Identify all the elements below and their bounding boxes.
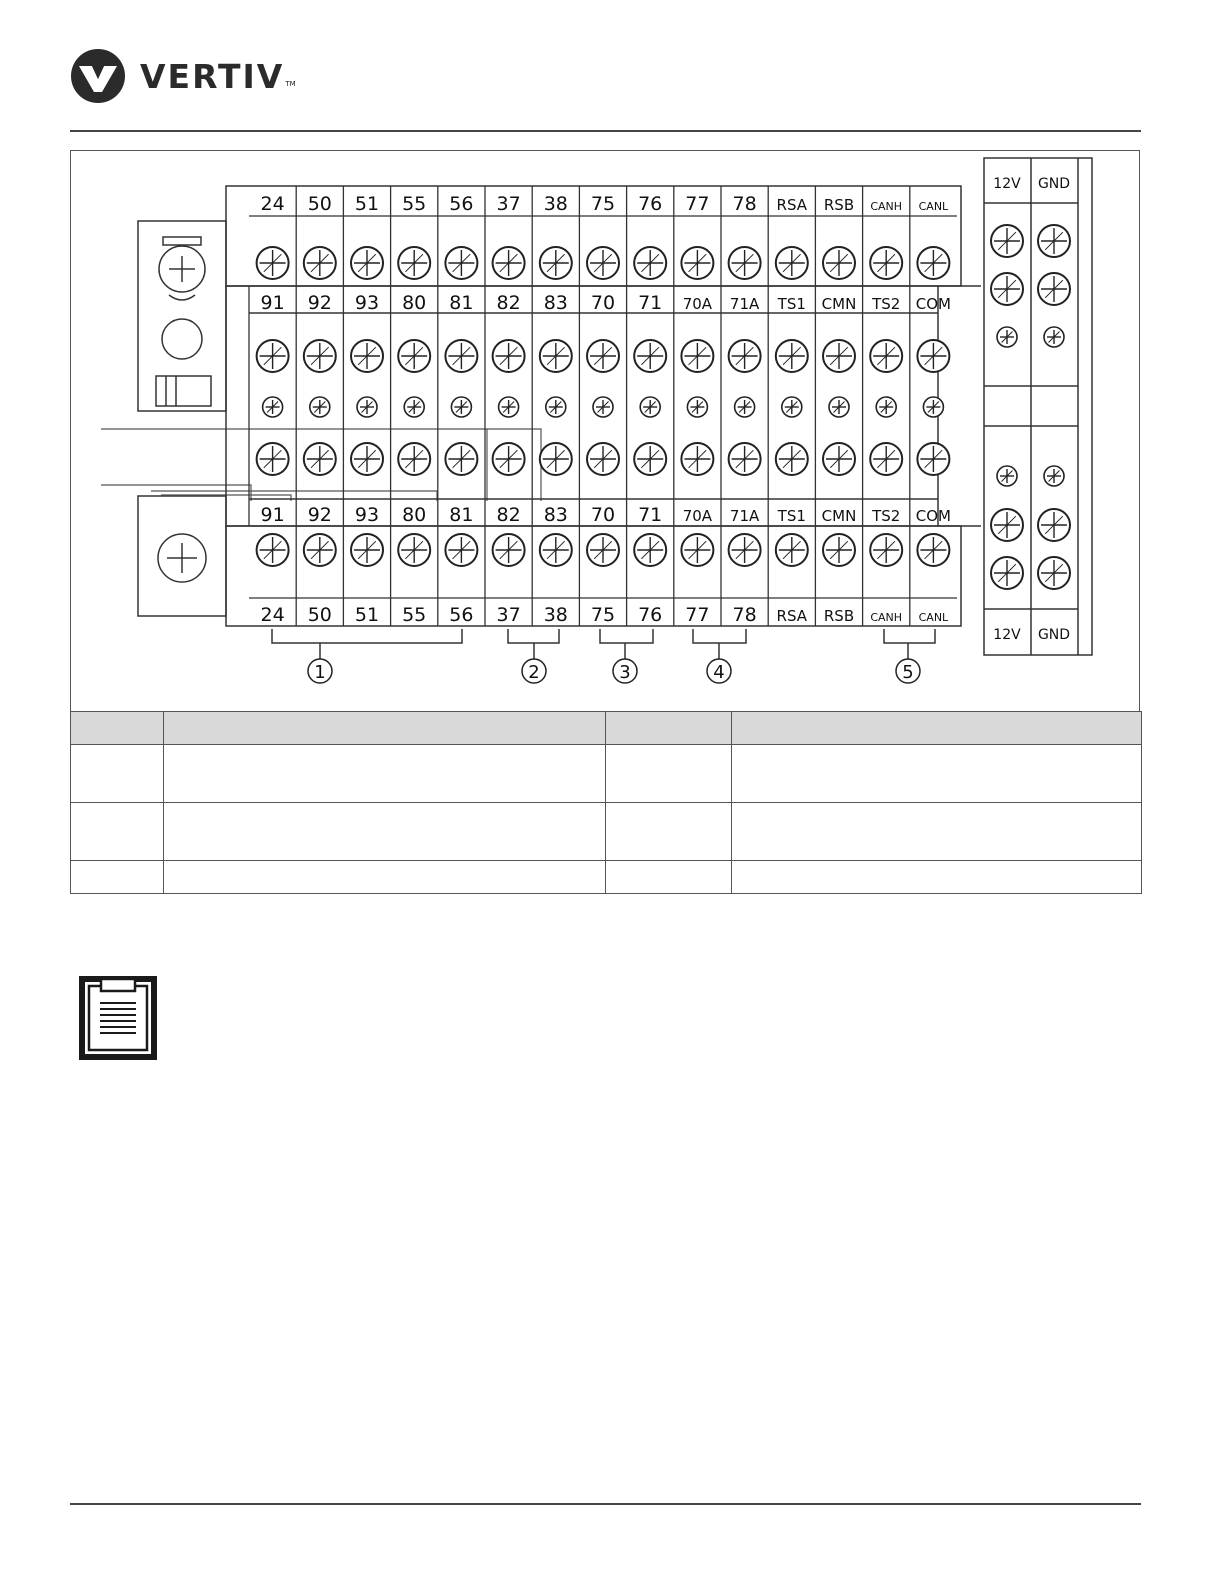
table-cell <box>164 745 606 803</box>
power-label-top-12v: 12V <box>993 176 1021 192</box>
table-cell <box>71 803 164 861</box>
screw-icon <box>257 247 289 279</box>
header-rule <box>70 130 1141 132</box>
screw-icon <box>870 534 902 566</box>
screw-icon <box>776 247 808 279</box>
screw-icon <box>357 397 377 417</box>
screw-icon <box>634 443 666 475</box>
note-clipboard-icon <box>78 975 158 1061</box>
terminal-label-top-51: 51 <box>354 193 380 215</box>
screw-icon <box>870 247 902 279</box>
terminal-label-top-canl: CANL <box>918 200 949 213</box>
terminal-block-figure <box>70 150 1140 711</box>
table-cell <box>732 803 1142 861</box>
screw-icon <box>540 443 572 475</box>
screw-icon <box>351 340 383 372</box>
terminal-label-top-37: 37 <box>496 193 521 215</box>
terminal-label-top-55: 55 <box>402 193 427 215</box>
callouts-group <box>308 659 920 683</box>
terminal-label-upper-92: 92 <box>307 292 332 314</box>
terminal-label-lower-70a: 70A <box>682 507 713 525</box>
screw-icon <box>681 340 713 372</box>
terminal-label-lower-82: 82 <box>496 504 521 526</box>
screw-icon <box>823 340 855 372</box>
screw-icon <box>398 443 430 475</box>
screw-icon <box>829 397 849 417</box>
vertiv-logo <box>70 48 296 104</box>
screw-icon <box>917 443 949 475</box>
terminal-label-bottom-78: 78 <box>732 604 757 626</box>
screw-icon <box>687 397 707 417</box>
screw-icon <box>923 397 943 417</box>
screw-icon <box>398 247 430 279</box>
terminal-label-lower-com: COM <box>915 507 952 525</box>
terminal-label-lower-93: 93 <box>354 504 380 526</box>
screw-icon <box>304 247 336 279</box>
screw-icon <box>776 340 808 372</box>
trademark: TM <box>285 80 296 88</box>
terminal-label-bottom-rsa: RSA <box>776 607 808 625</box>
screw-icon <box>257 443 289 475</box>
screw-icon <box>445 443 477 475</box>
terminal-label-upper-ts2: TS2 <box>872 295 901 313</box>
legend-header-row <box>71 712 1142 745</box>
screw-icon <box>917 340 949 372</box>
screw-icon <box>681 247 713 279</box>
terminal-label-lower-83: 83 <box>543 504 568 526</box>
screw-icon <box>263 397 283 417</box>
screw-icon <box>729 340 761 372</box>
terminal-label-upper-71: 71 <box>638 292 663 314</box>
terminal-label-top-rsb: RSB <box>823 196 855 214</box>
table-cell <box>71 745 164 803</box>
screw-icon <box>917 247 949 279</box>
terminal-label-upper-80: 80 <box>402 292 427 314</box>
screw-icon <box>1044 327 1064 347</box>
terminal-label-upper-81: 81 <box>449 292 474 314</box>
terminal-label-bottom-56: 56 <box>449 604 474 626</box>
legend-table <box>70 711 1142 894</box>
screw-icon <box>493 340 525 372</box>
screw-icon <box>351 534 383 566</box>
screw-icon <box>540 340 572 372</box>
terminal-label-bottom-24: 24 <box>260 604 285 626</box>
screw-icon <box>991 509 1023 541</box>
terminal-label-top-24: 24 <box>260 193 285 215</box>
screw-icon <box>729 534 761 566</box>
terminal-block-diagram <box>71 151 1139 711</box>
screw-icon <box>997 327 1017 347</box>
callout-5 <box>896 659 920 683</box>
screw-icon <box>304 443 336 475</box>
screw-icon <box>540 534 572 566</box>
screw-icon <box>304 340 336 372</box>
screw-icon <box>445 534 477 566</box>
terminal-label-lower-81: 81 <box>449 504 474 526</box>
terminal-label-top-rsa: RSA <box>776 196 808 214</box>
screw-icon <box>729 443 761 475</box>
screw-icon <box>398 340 430 372</box>
table-cell <box>164 861 606 894</box>
terminal-label-top-56: 56 <box>449 193 474 215</box>
callout-4 <box>707 659 731 683</box>
terminal-label-top-canh: CANH <box>870 200 903 213</box>
screw-icon <box>310 397 330 417</box>
screw-icon <box>991 273 1023 305</box>
legend-header-cell <box>732 712 1142 745</box>
terminal-label-upper-ts1: TS1 <box>777 295 806 313</box>
screw-icon <box>735 397 755 417</box>
terminal-label-upper-70a: 70A <box>682 295 713 313</box>
table-row <box>71 861 1142 894</box>
terminal-label-bottom-77: 77 <box>685 604 710 626</box>
footer-rule <box>70 1503 1141 1505</box>
terminal-label-bottom-canh: CANH <box>870 611 903 624</box>
screw-icon <box>681 443 713 475</box>
screw-icon <box>493 443 525 475</box>
screw-icon <box>257 340 289 372</box>
screw-icon <box>823 534 855 566</box>
terminal-label-top-75: 75 <box>590 193 616 215</box>
callout-brackets <box>272 629 935 659</box>
terminal-label-lower-71a: 71A <box>729 507 760 525</box>
svg-text:4: 4 <box>713 662 725 683</box>
terminal-label-lower-cmn: CMN <box>821 507 857 525</box>
screw-icon <box>257 534 289 566</box>
svg-text:5: 5 <box>902 662 914 683</box>
power-label-bottom-gnd: GND <box>1037 627 1071 643</box>
screw-icon <box>587 247 619 279</box>
terminal-label-bottom-51: 51 <box>354 604 380 626</box>
screw-icon <box>991 225 1023 257</box>
table-cell <box>71 861 164 894</box>
terminal-label-upper-83: 83 <box>543 292 568 314</box>
terminal-label-top-78: 78 <box>732 193 757 215</box>
screw-icon <box>776 443 808 475</box>
terminal-label-top-76: 76 <box>638 193 663 215</box>
screw-icon <box>451 397 471 417</box>
svg-text:3: 3 <box>619 662 631 683</box>
table-cell <box>606 803 732 861</box>
legend-header-cell <box>606 712 732 745</box>
screw-icon <box>499 397 519 417</box>
terminal-label-upper-91: 91 <box>260 292 285 314</box>
svg-text:1: 1 <box>314 662 326 683</box>
screw-icon <box>587 340 619 372</box>
screw-icon <box>540 247 572 279</box>
terminal-label-lower-71: 71 <box>638 504 663 526</box>
terminal-label-lower-70: 70 <box>590 504 616 526</box>
screw-icon <box>991 557 1023 589</box>
screw-icon <box>640 397 660 417</box>
screw-icon <box>1044 466 1064 486</box>
terminal-label-upper-71a: 71A <box>729 295 760 313</box>
svg-text:2: 2 <box>528 662 540 683</box>
terminal-label-bottom-canl: CANL <box>918 611 949 624</box>
screw-icon <box>587 443 619 475</box>
terminal-label-upper-com: COM <box>915 295 952 313</box>
screw-icon <box>587 534 619 566</box>
callout-2 <box>522 659 546 683</box>
power-label-bottom-12v: 12V <box>993 627 1021 643</box>
screw-icon <box>876 397 896 417</box>
screw-icon <box>493 534 525 566</box>
screw-icon <box>351 247 383 279</box>
terminal-label-top-50: 50 <box>307 193 332 215</box>
screw-icon <box>776 534 808 566</box>
terminal-label-top-38: 38 <box>543 193 568 215</box>
terminal-label-bottom-38: 38 <box>543 604 568 626</box>
screw-icon <box>593 397 613 417</box>
mounting-bracket <box>138 221 226 616</box>
terminal-label-top-77: 77 <box>685 193 710 215</box>
screw-icon <box>445 247 477 279</box>
screw-icon <box>870 443 902 475</box>
table-row <box>71 745 1142 803</box>
screw-icon <box>634 247 666 279</box>
screw-icon <box>917 534 949 566</box>
screw-icon <box>1038 225 1070 257</box>
screw-icon <box>546 397 566 417</box>
terminal-label-bottom-76: 76 <box>638 604 663 626</box>
table-row <box>71 803 1142 861</box>
table-cell <box>164 803 606 861</box>
legend-header-cell <box>71 712 164 745</box>
table-cell <box>732 861 1142 894</box>
screw-icon <box>681 534 713 566</box>
terminal-label-upper-82: 82 <box>496 292 521 314</box>
terminal-label-lower-91: 91 <box>260 504 285 526</box>
screw-icon <box>445 340 477 372</box>
terminal-label-lower-ts2: TS2 <box>872 507 901 525</box>
screw-icon <box>1038 509 1070 541</box>
table-cell <box>732 745 1142 803</box>
screw-icon <box>729 247 761 279</box>
screw-icon <box>823 443 855 475</box>
screw-icon <box>823 247 855 279</box>
terminal-label-bottom-75: 75 <box>590 604 616 626</box>
screw-icon <box>634 534 666 566</box>
terminal-label-upper-70: 70 <box>590 292 616 314</box>
legend-header-cell <box>164 712 606 745</box>
terminal-label-lower-ts1: TS1 <box>777 507 806 525</box>
terminals-group <box>249 176 1070 643</box>
screw-icon <box>493 247 525 279</box>
screw-icon <box>304 534 336 566</box>
terminal-label-bottom-50: 50 <box>307 604 332 626</box>
table-cell <box>606 861 732 894</box>
screw-icon <box>997 466 1017 486</box>
screw-icon <box>1038 557 1070 589</box>
screw-icon <box>870 340 902 372</box>
callout-3 <box>613 659 637 683</box>
brand-wordmark: VERTIV <box>140 56 285 96</box>
screw-icon <box>782 397 802 417</box>
terminal-label-bottom-37: 37 <box>496 604 521 626</box>
screw-icon <box>351 443 383 475</box>
screw-icon <box>634 340 666 372</box>
terminal-label-upper-cmn: CMN <box>821 295 857 313</box>
terminal-label-lower-92: 92 <box>307 504 332 526</box>
terminal-label-bottom-rsb: RSB <box>823 607 855 625</box>
terminal-label-bottom-55: 55 <box>402 604 427 626</box>
power-label-top-gnd: GND <box>1037 176 1071 192</box>
table-cell <box>606 745 732 803</box>
screw-icon <box>398 534 430 566</box>
screw-icon <box>404 397 424 417</box>
terminal-label-lower-80: 80 <box>402 504 427 526</box>
terminal-label-upper-93: 93 <box>354 292 380 314</box>
vertiv-logo-icon <box>70 48 126 104</box>
callout-1 <box>308 659 332 683</box>
screw-icon <box>1038 273 1070 305</box>
